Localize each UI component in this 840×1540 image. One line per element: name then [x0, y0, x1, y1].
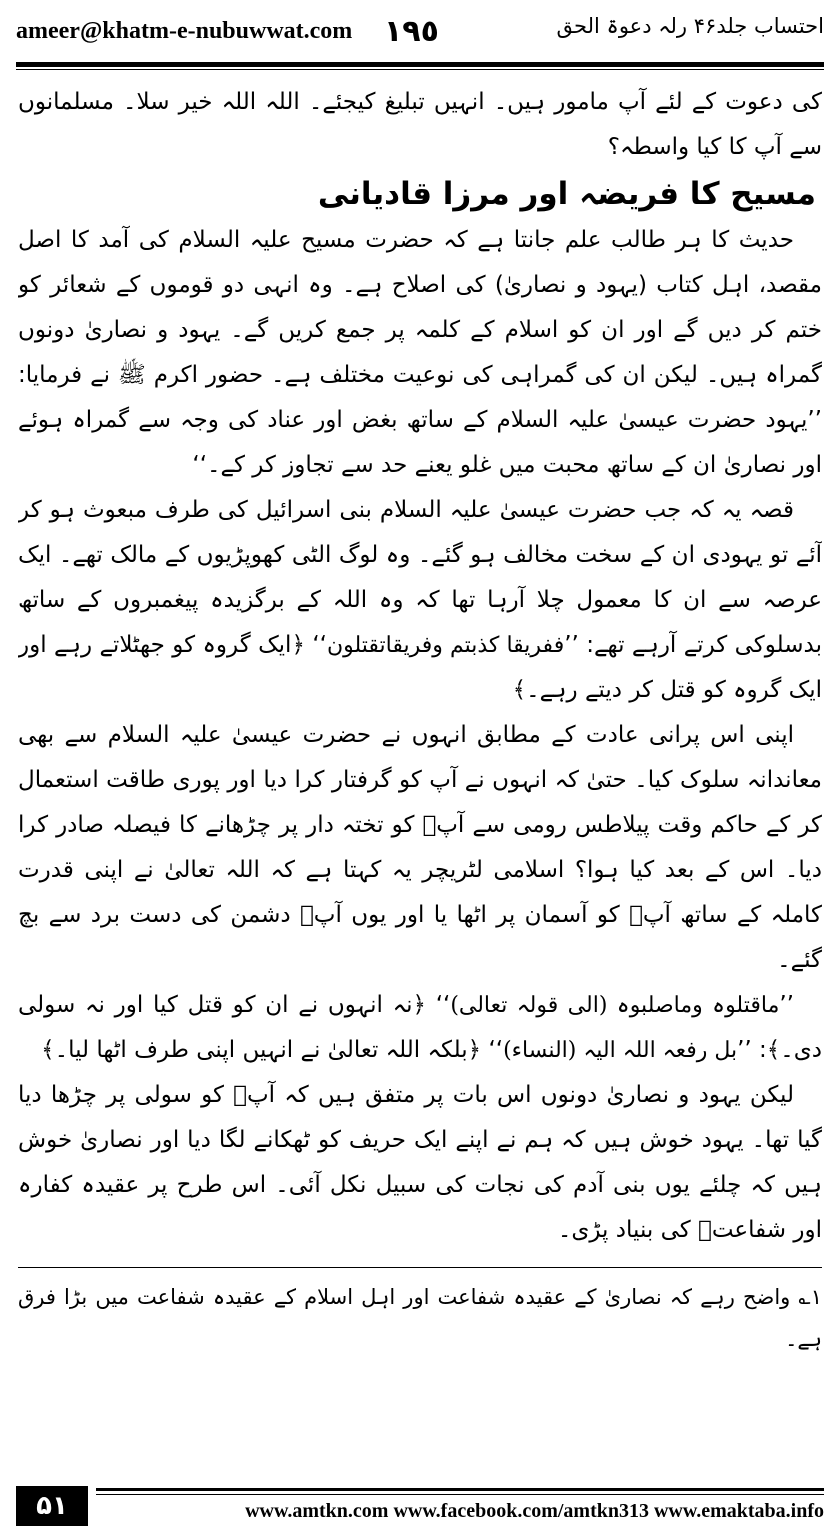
paragraph-2-text: قصہ یہ کہ جب حضرت عیسیٰ علیہ السلام بنی اسرائیل کی طرف مبعوث ہو کر آئے تو یہودی ان کے سخت مخالف ہو گئے۔ وہ لوگ الٹی کھوپڑیوں کے مالک تھے۔ ایک عرصہ سے ان کا معمول چلا آرہا تھا کہ وہ اللہ کے برگزیدہ پیغمبروں کے ساتھ بدسلوکی کرتے آرہے تھے: ’’ — [18, 497, 822, 658]
paragraph-1: حدیث کا ہر طالب علم جانتا ہے کہ حضرت مسیح علیہ السلام کی آمد کا اصل مقصد، اہل کتاب (یہود و نصاریٰ) کی اصلاح ہے۔ وہ انہی دو قوموں کے شعائر کو ختم کر دیں گے اور ان کو اسلام کے کلمہ پر جمع کریں گے۔ یہود و نصاریٰ دونوں گمراہ ہیں۔ لیکن ان کی گمراہی کی نوعیت مختلف ہے۔ حضور اکرم ﷺ نے فرمایا: ’’یہود حضرت عیسیٰ علیہ السلام کے ساتھ بغض اور عناد کی وجہ سے گمراہ ہوئے اور نصاریٰ ان کے ساتھ محبت میں غلو یعنے حد سے تجاوز کر کے۔‘‘ — [18, 227, 822, 478]
footer-page-number: ۵۱ — [16, 1486, 88, 1526]
footnote-separator — [18, 1267, 822, 1268]
paragraph-4-translation-2: ‘‘ ﴿بلکہ اللہ تعالیٰ نے انہیں اپنی طرف اٹھا لیا۔﴾ — [41, 1037, 504, 1063]
page-footer — [16, 1486, 824, 1530]
footnote: ۱؎ واضح رہے کہ نصاریٰ کے عقیدہ شفاعت اور اہل اسلام کے عقیدہ شفاعت میں بڑا فرق ہے۔ — [18, 1285, 822, 1351]
footer-rule-thin — [96, 1494, 824, 1495]
section-heading: مسیح کا فریضہ اور مرزا قادیانی — [317, 176, 816, 212]
header-email: ameer@khatm-e-nubuwwat.com — [16, 18, 353, 44]
paragraph-3: اپنی اس پرانی عادت کے مطابق انہوں نے حضرت عیسیٰ علیہ السلام سے بھی معاندانہ سلوک کیا۔ حتیٰ کہ انہوں نے آپ کو گرفتار کرا دیا اور پوری طاقت استعمال کر کے حاکم وقت پیلاطس رومی سے آپؑ کو تختہ دار پر چڑھانے کا فیصلہ صادر کرا دیا۔ اس کے بعد کیا ہوا؟ اسلامی لٹریچر یہ کہتا ہے کہ اللہ تعالیٰ نے اپنی قدرت کاملہ کے ساتھ آپؑ کو آسمان پر اٹھا یا اور یوں آپؑ دشمن کی دست برد سے بچ گئے۔ — [18, 722, 822, 973]
page-header — [16, 14, 824, 54]
quran-quote-2: ماقتلوہ وماصلبوہ (الی قولہ تعالی) — [450, 993, 780, 1018]
header-page-number: ١٩٥ — [384, 14, 439, 49]
paragraph-5: لیکن یہود و نصاریٰ دونوں اس بات پر متفق ہیں کہ آپؑ کو سولی پر چڑھا دیا گیا تھا۔ یہود خوش ہیں کہ ہم نے اپنے ایک حریف کو ٹھکانے لگا دیا اور نصاریٰ خوش ہیں کہ چلئے یوں بنی آدم کی نجات کی سبیل نکل آئی۔ اس طرح پر عقیدہ کفارہ اور شفاعتؔ کی بنیاد پڑی۔ — [18, 1082, 822, 1243]
paragraph-2-translation: ‘‘ ﴿ایک گروہ کو جھٹلاتے رہے اور ایک گروہ کو قتل کر دیتے رہے۔﴾ — [18, 632, 822, 703]
paragraph-4-translation-1: ‘‘ ﴿نہ انہوں نے ان کو قتل کیا اور نہ سولی دی۔﴾: ’’ — [18, 992, 822, 1063]
page-body — [18, 80, 822, 1452]
quran-quote-3: بل رفعہ اللہ الیہ (النساء) — [503, 1038, 738, 1063]
paragraph-2 — [18, 488, 822, 713]
header-book-title: احتساب جلد۴۶ رلہ دعوۃ الحق — [556, 14, 824, 38]
footer-rule-thick — [96, 1488, 824, 1491]
quran-quote-1: ففریقا کذبتم وفریقاتقتلون — [326, 633, 565, 658]
footer-links[interactable]: www.amtkn.com www.facebook.com/amtkn313 www.emaktaba.info — [245, 1500, 824, 1522]
intro-line: کی دعوت کے لئے آپ مامور ہیں۔ انہیں تبلیغ کیجئے۔ اللہ اللہ خیر سلا۔ مسلمانوں سے آپ کا کیا واسطہ؟ — [18, 89, 822, 160]
header-rule — [16, 62, 824, 70]
paragraph-4 — [18, 983, 822, 1073]
quote-open: ’’ — [779, 992, 794, 1018]
